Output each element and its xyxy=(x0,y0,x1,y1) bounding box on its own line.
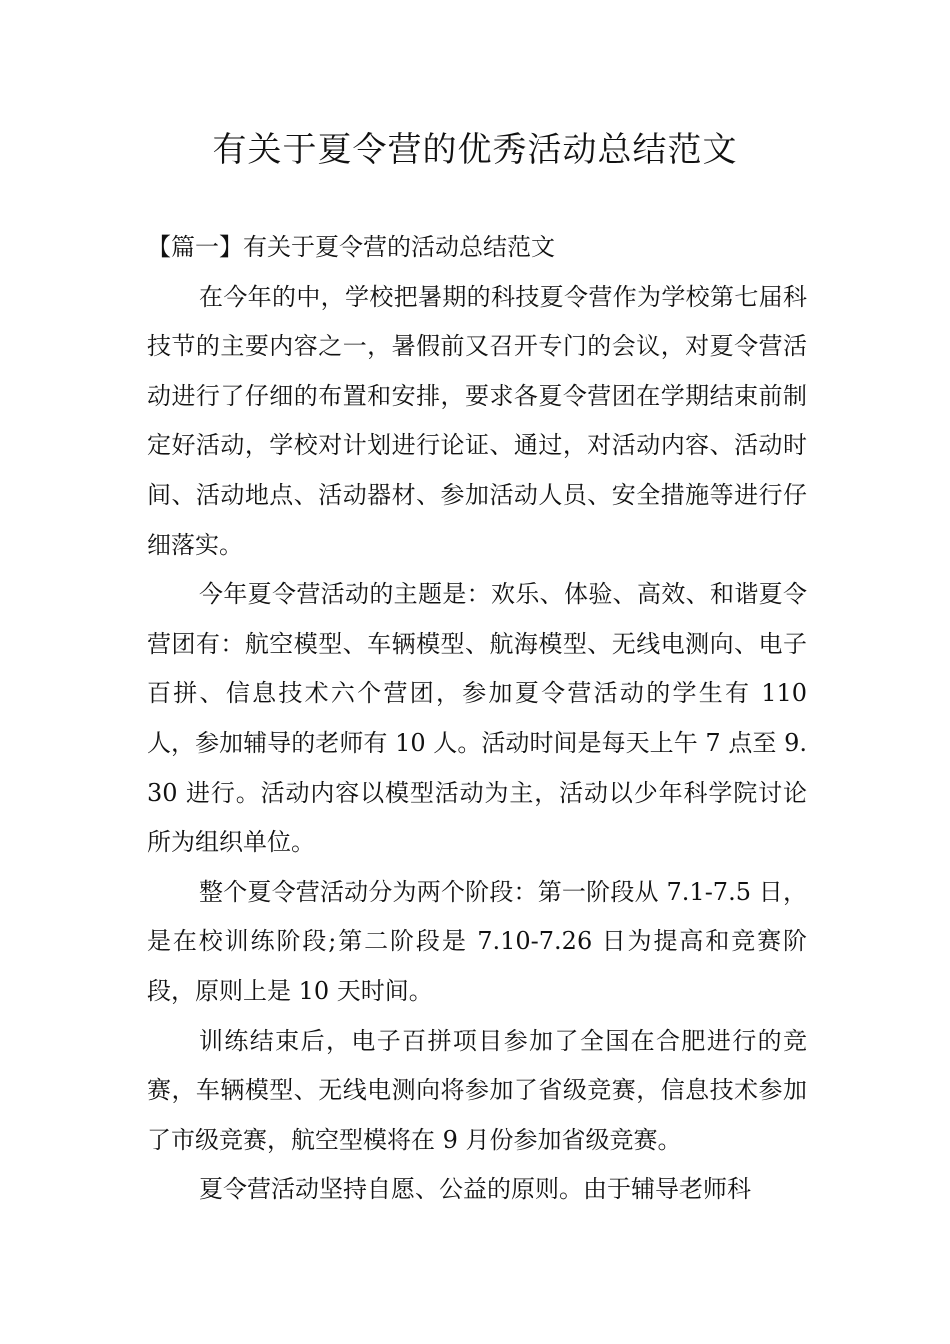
document-body xyxy=(147,223,807,1215)
document-title: 有关于夏令营的优秀活动总结范文 xyxy=(212,130,738,170)
paragraph-3: 整个夏令营活动分为两个阶段：第一阶段从 7.1-7.5 日，是在校训练阶段;第二阶段是 7.10-7.26 日为提高和竞赛阶段，原则上是 10 天时间。 xyxy=(147,877,807,1005)
paragraph-1: 在今年的中，学校把暑期的科技夏令营作为学校第七届科技节的主要内容之一，暑假前又召开专门的会议，对夏令营活动进行了仔细的布置和安排，要求各夏令营团在学期结束前制定好活动，学校对计划进行论证、通过，对活动内容、活动时间、活动地点、活动器材、参加活动人员、安全措施等进行仔细落实。 xyxy=(147,282,807,559)
paragraph-4: 训练结束后，电子百拼项目参加了全国在合肥进行的竞赛，车辆模型、无线电测向将参加了省级竞赛，信息技术参加了市级竞赛，航空型模将在 9 月份参加省级竞赛。 xyxy=(147,1026,807,1154)
section-heading: 【篇一】有关于夏令营的活动总结范文 xyxy=(147,233,555,261)
paragraph-5: 夏令营活动坚持自愿、公益的原则。由于辅导老师科 xyxy=(199,1175,751,1204)
paragraph-2: 今年夏令营活动的主题是：欢乐、体验、高效、和谐夏令营团有：航空模型、车辆模型、航海模型、无线电测向、电子百拼、信息技术六个营团，参加夏令营活动的学生有 110 人，参加辅导的老师有 10 人。活动时间是每天上午 7 点至 9.30 进行。活动内容以模型活动为主，活动以少年科学院讨论所为组织单位。 xyxy=(147,580,807,857)
